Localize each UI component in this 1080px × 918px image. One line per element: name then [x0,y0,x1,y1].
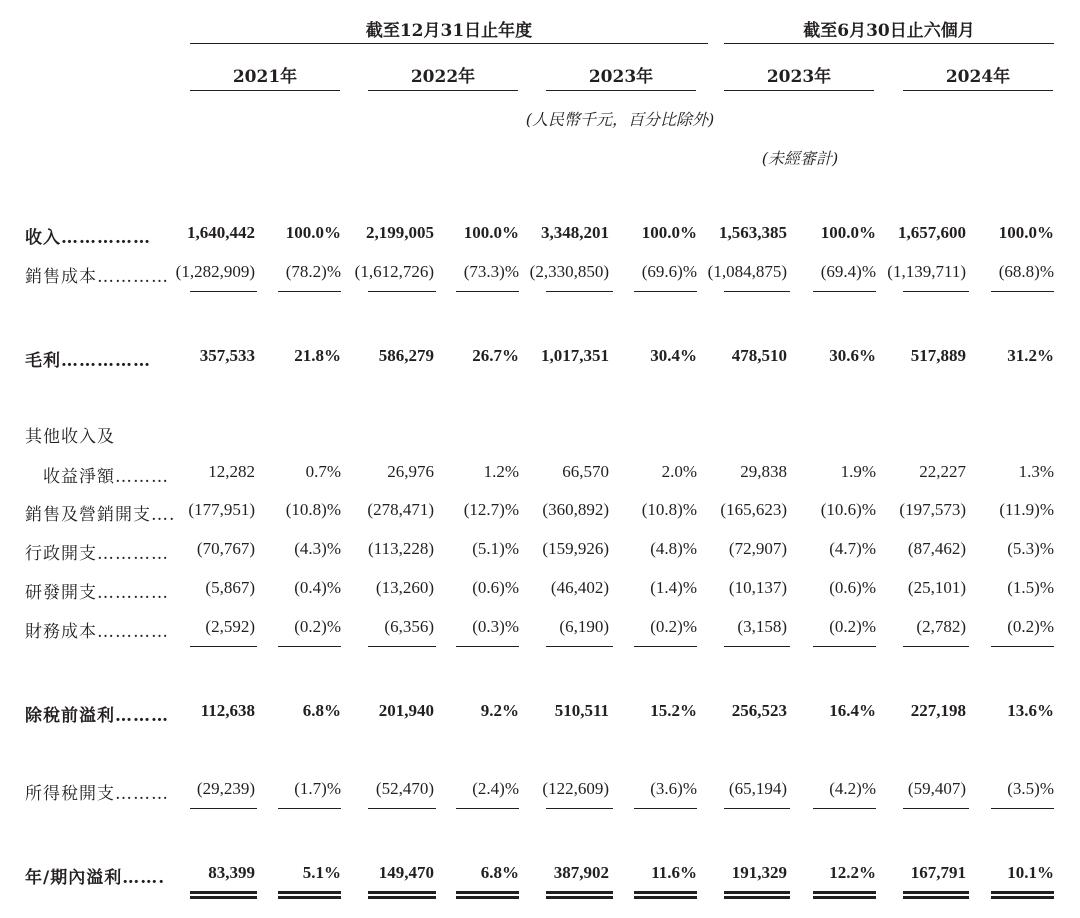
subtotal-rule [813,808,876,809]
subtotal-rule [190,808,257,809]
row-label: 收入…………… [25,228,151,248]
subtotal-rule [991,646,1054,647]
percent-cell: (0.3)% [472,617,519,636]
amount-cell: (122,609) [542,779,609,798]
subtotal-rule [368,808,436,809]
group-header-rule [190,43,708,44]
unit-note: (人民幣千元，百分比除外) [525,110,715,129]
amount-cell: 1,017,351 [541,346,609,365]
row-label: 銷售成本………… [25,267,169,287]
subtotal-rule [278,291,341,292]
amount-cell: (197,573) [899,500,966,519]
row-label: 年/期內溢利……. [25,868,166,888]
amount-cell: (1,282,909) [175,262,255,281]
percent-cell: 100.0% [285,223,341,242]
percent-cell: (0.2)% [650,617,697,636]
percent-cell: (1.5)% [1007,578,1054,597]
percent-cell: 1.9% [840,462,876,481]
percent-cell: 26.7% [472,346,519,365]
percent-cell: (5.1)% [472,539,519,558]
amount-cell: (10,137) [728,578,787,597]
amount-cell: 517,889 [910,346,966,365]
total-double-rule [456,891,519,899]
subtotal-rule [813,291,876,292]
percent-cell: 5.1% [302,863,341,882]
total-double-rule [903,891,969,899]
amount-cell: (6,190) [559,617,609,636]
subtotal-rule [278,808,341,809]
percent-cell: 1.2% [483,462,519,481]
column-header-year: 2023年 [766,67,832,87]
amount-cell: 112,638 [200,701,255,720]
percent-cell: 30.6% [829,346,876,365]
subtotal-rule [546,291,613,292]
percent-cell: 0.7% [305,462,341,481]
column-header-year: 2023年 [588,67,654,87]
amount-cell: (1,612,726) [354,262,434,281]
total-double-rule [546,891,613,899]
percent-cell: 16.4% [829,701,876,720]
percent-cell: (0.2)% [1007,617,1054,636]
amount-cell: 26,976 [387,462,434,481]
amount-cell: (159,926) [542,539,609,558]
subtotal-rule [634,291,697,292]
row-label: 財務成本………… [25,622,169,642]
amount-cell: 3,348,201 [541,223,609,242]
group-header-six-months: 截至6月30日止六個月 [803,21,975,41]
subtotal-rule [190,646,257,647]
amount-cell: (46,402) [550,578,609,597]
percent-cell: (11.9)% [999,500,1054,519]
amount-cell: 201,940 [378,701,434,720]
percent-cell: (0.2)% [294,617,341,636]
percent-cell: 100.0% [463,223,519,242]
percent-cell: 31.2% [1007,346,1054,365]
percent-cell: (5.3)% [1007,539,1054,558]
percent-cell: (10.8)% [285,500,341,519]
amount-cell: (3,158) [737,617,787,636]
amount-cell: (360,892) [542,500,609,519]
percent-cell: (4.2)% [829,779,876,798]
percent-cell: (68.8)% [998,262,1054,281]
amount-cell: 510,511 [554,701,609,720]
percent-cell: 12.2% [829,863,876,882]
column-header-rule [546,90,696,91]
subtotal-rule [724,291,790,292]
column-header-year: 2021年 [232,67,298,87]
amount-cell: 29,838 [740,462,787,481]
percent-cell: (0.6)% [472,578,519,597]
subtotal-rule [634,646,697,647]
total-double-rule [368,891,436,899]
amount-cell: (6,356) [384,617,434,636]
unaudited-note: (未經審計) [761,149,839,168]
percent-cell: (78.2)% [285,262,341,281]
amount-cell: (2,592) [205,617,255,636]
amount-cell: (2,330,850) [529,262,609,281]
amount-cell: 586,279 [378,346,434,365]
amount-cell: (52,470) [375,779,434,798]
percent-cell: (0.2)% [829,617,876,636]
amount-cell: (5,867) [205,578,255,597]
percent-cell: 21.8% [294,346,341,365]
amount-cell: 387,902 [553,863,609,882]
subtotal-rule [903,808,969,809]
subtotal-rule [190,291,257,292]
amount-cell: 149,470 [378,863,434,882]
total-double-rule [813,891,876,899]
amount-cell: 167,791 [910,863,966,882]
total-double-rule [991,891,1054,899]
amount-cell: (113,228) [368,539,434,558]
subtotal-rule [903,646,969,647]
percent-cell: (1.7)% [294,779,341,798]
percent-cell: (69.4)% [820,262,876,281]
subtotal-rule [634,808,697,809]
amount-cell: 1,563,385 [719,223,787,242]
column-header-year: 2022年 [410,67,476,87]
row-label: 研發開支………… [25,583,169,603]
amount-cell: 357,533 [199,346,255,365]
group-header-rule [724,43,1054,44]
amount-cell: 1,657,600 [898,223,966,242]
subtotal-rule [724,808,790,809]
subtotal-rule [456,646,519,647]
percent-cell: 11.6% [651,863,697,882]
percent-cell: 6.8% [480,863,519,882]
row-label: 其他收入及 [25,427,115,447]
row-label: 除稅前溢利……… [25,706,169,726]
percent-cell: 13.6% [1007,701,1054,720]
percent-cell: 10.1% [1007,863,1054,882]
subtotal-rule [546,646,613,647]
amount-cell: (165,623) [720,500,787,519]
total-double-rule [634,891,697,899]
percent-cell: (4.3)% [294,539,341,558]
percent-cell: 100.0% [641,223,697,242]
amount-cell: (65,194) [728,779,787,798]
amount-cell: (59,407) [907,779,966,798]
percent-cell: (0.4)% [294,578,341,597]
amount-cell: (2,782) [916,617,966,636]
amount-cell: 83,399 [208,863,255,882]
amount-cell: 22,227 [919,462,966,481]
percent-cell: (4.7)% [829,539,876,558]
percent-cell: (12.7)% [463,500,519,519]
amount-cell: (1,139,711) [887,262,966,281]
subtotal-rule [813,646,876,647]
percent-cell: (10.8)% [641,500,697,519]
percent-cell: (2.4)% [472,779,519,798]
row-label: 行政開支………… [25,544,169,564]
percent-cell: 2.0% [661,462,697,481]
row-label: 所得稅開支……… [25,784,169,804]
subtotal-rule [278,646,341,647]
amount-cell: (1,084,875) [707,262,787,281]
subtotal-rule [991,291,1054,292]
amount-cell: 12,282 [208,462,255,481]
percent-cell: (0.6)% [829,578,876,597]
percent-cell: 30.4% [650,346,697,365]
subtotal-rule [456,808,519,809]
percent-cell: (1.4)% [650,578,697,597]
amount-cell: (177,951) [188,500,255,519]
amount-cell: 227,198 [910,701,966,720]
amount-cell: 478,510 [731,346,787,365]
amount-cell: 66,570 [562,462,609,481]
subtotal-rule [368,646,436,647]
percent-cell: (3.6)% [650,779,697,798]
subtotal-rule [991,808,1054,809]
amount-cell: (278,471) [367,500,434,519]
column-header-year: 2024年 [945,67,1011,87]
subtotal-rule [456,291,519,292]
row-label: 銷售及營銷開支…. [25,505,176,525]
column-header-rule [724,90,874,91]
percent-cell: 15.2% [650,701,697,720]
amount-cell: (29,239) [196,779,255,798]
column-header-rule [190,90,340,91]
subtotal-rule [546,808,613,809]
amount-cell: (13,260) [375,578,434,597]
percent-cell: (69.6)% [641,262,697,281]
amount-cell: (87,462) [907,539,966,558]
amount-cell: 1,640,442 [187,223,255,242]
amount-cell: 256,523 [731,701,787,720]
column-header-rule [903,90,1053,91]
subtotal-rule [903,291,969,292]
percent-cell: 1.3% [1018,462,1054,481]
percent-cell: 9.2% [480,701,519,720]
percent-cell: (73.3)% [463,262,519,281]
row-label: 毛利…………… [25,351,151,371]
percent-cell: 100.0% [998,223,1054,242]
percent-cell: 100.0% [820,223,876,242]
column-header-rule [368,90,518,91]
amount-cell: 2,199,005 [366,223,434,242]
subtotal-rule [368,291,436,292]
total-double-rule [190,891,257,899]
percent-cell: (3.5)% [1007,779,1054,798]
amount-cell: (70,767) [196,539,255,558]
total-double-rule [724,891,790,899]
row-label: 收益淨額……… [25,467,169,487]
percent-cell: (4.8)% [650,539,697,558]
total-double-rule [278,891,341,899]
percent-cell: 6.8% [302,701,341,720]
subtotal-rule [724,646,790,647]
group-header-year-ended: 截至12月31日止年度 [365,21,533,41]
amount-cell: (25,101) [907,578,966,597]
percent-cell: (10.6)% [820,500,876,519]
amount-cell: 191,329 [731,863,787,882]
amount-cell: (72,907) [728,539,787,558]
